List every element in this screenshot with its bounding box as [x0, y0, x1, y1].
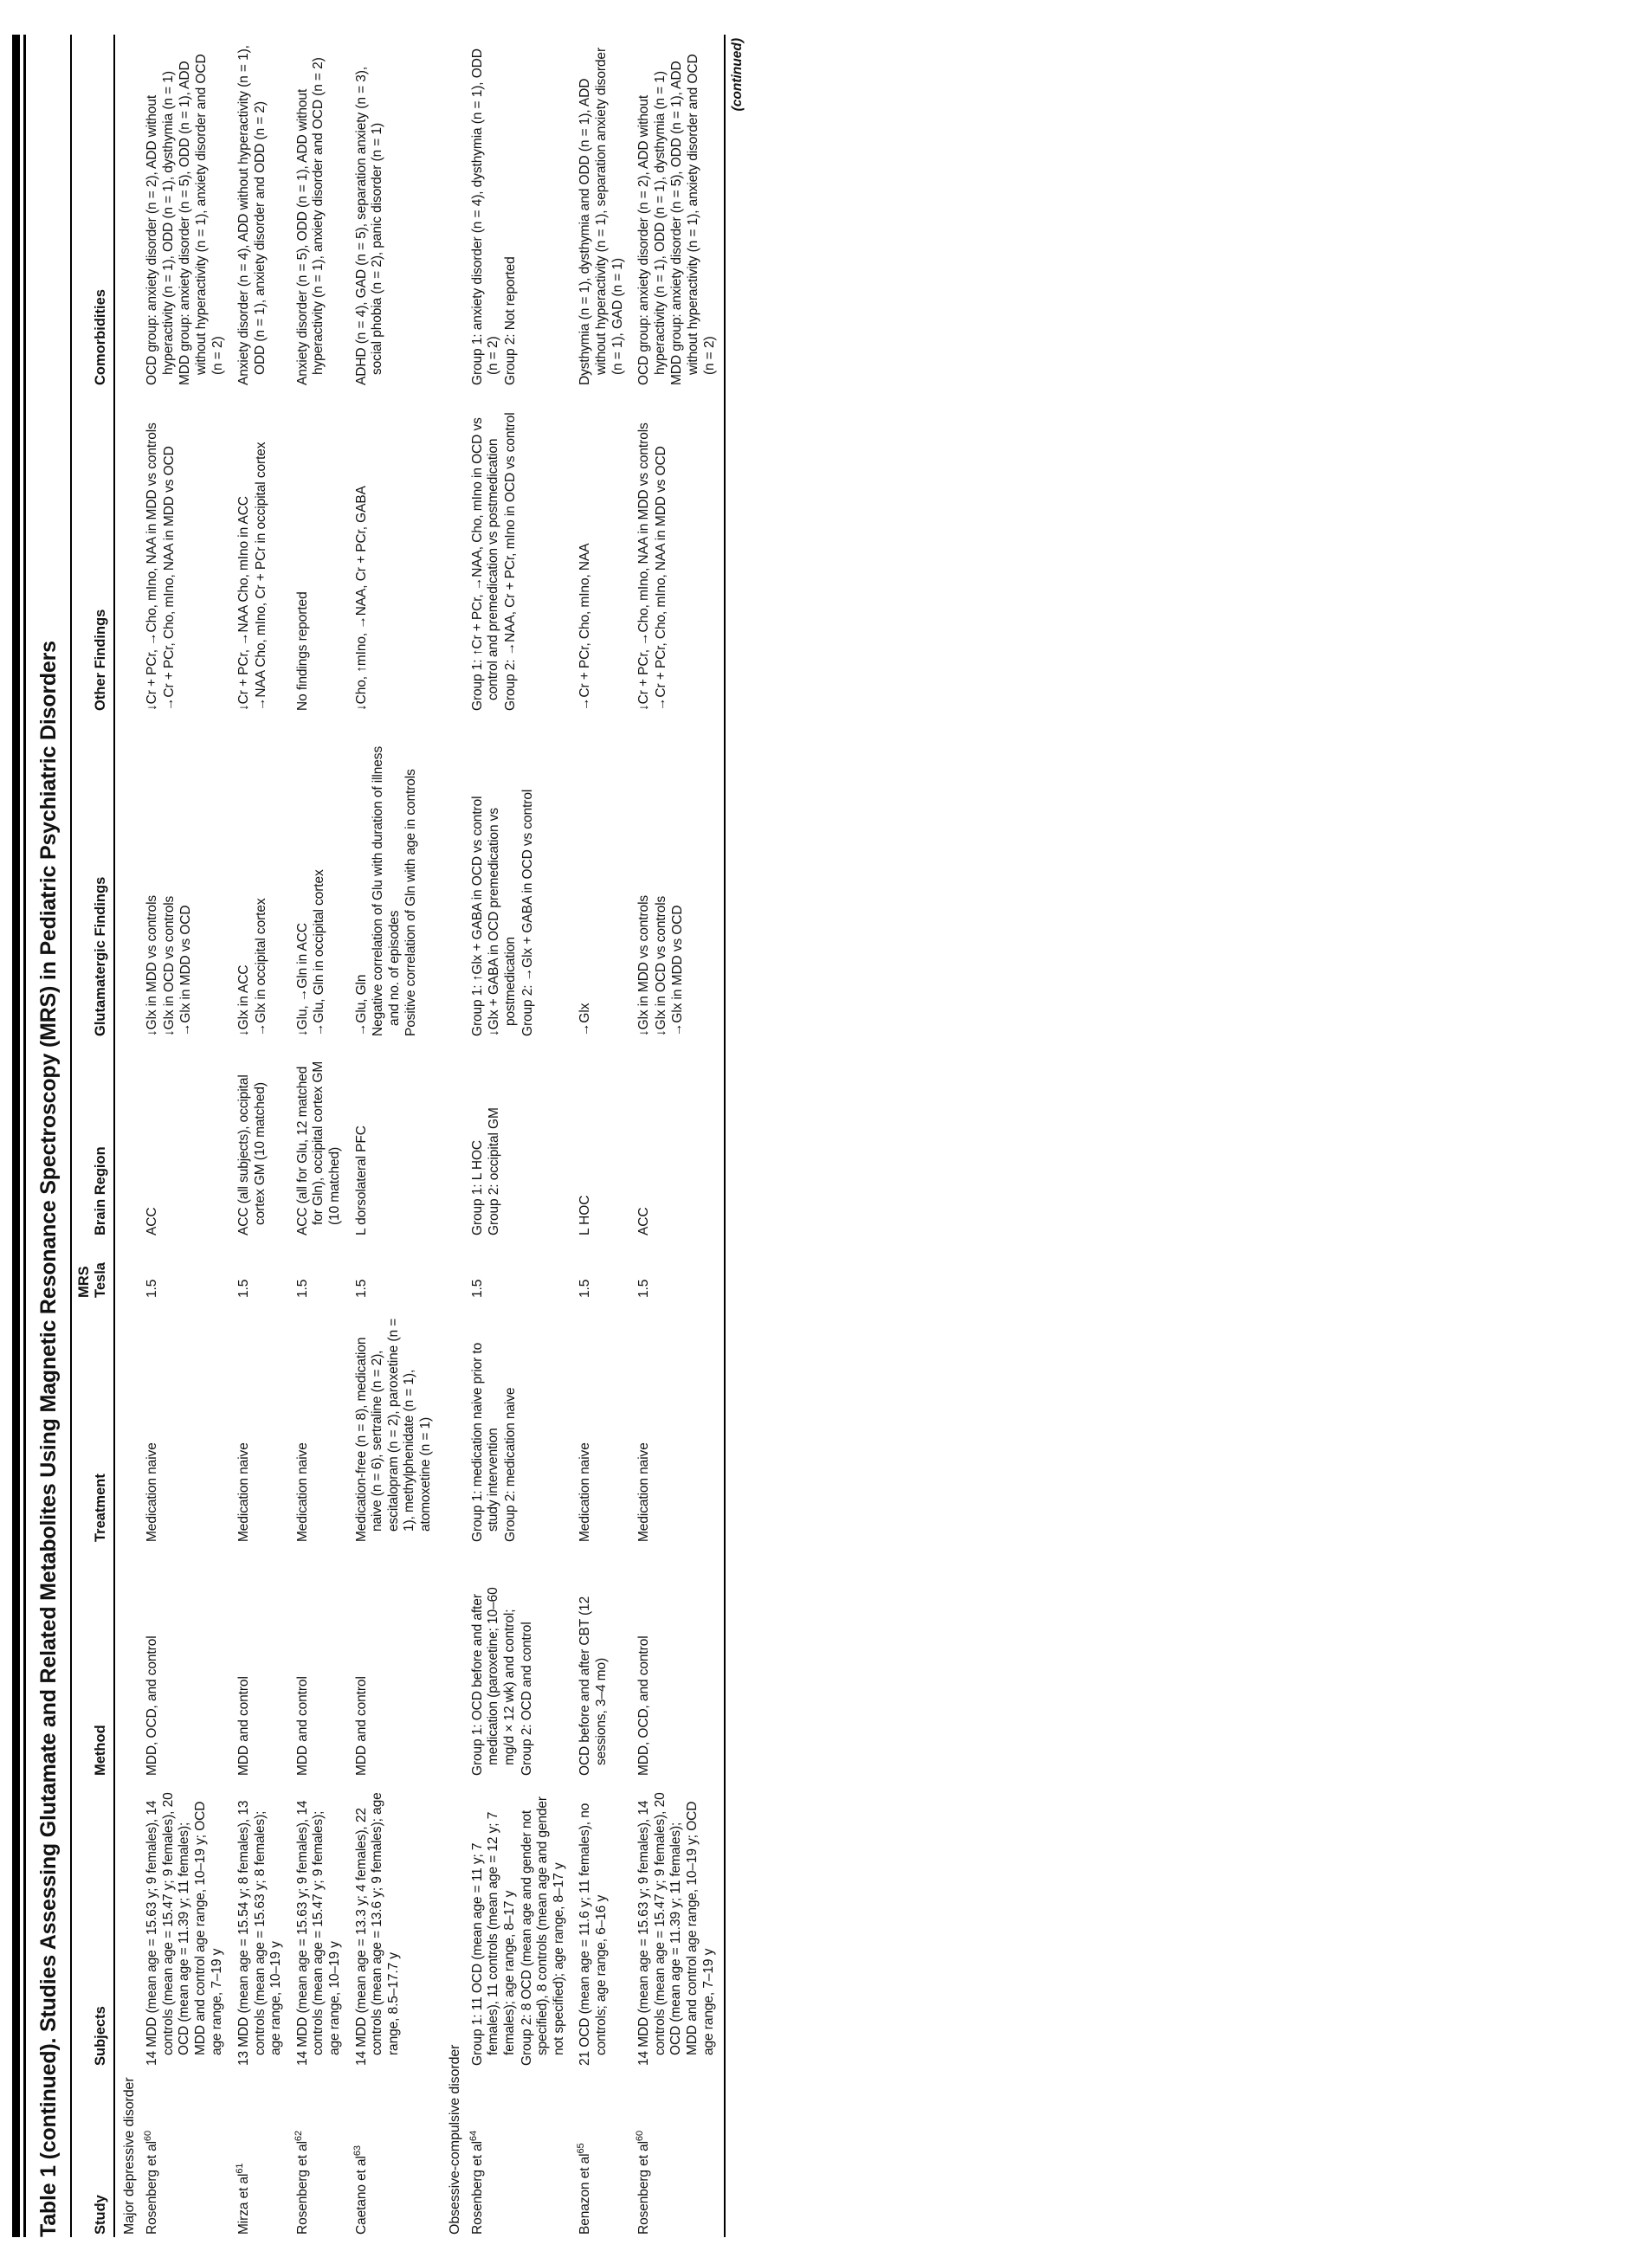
cell-subjects: [632, 1778, 725, 2068]
cell-paragraph: Group 1: ↑Glx + GABA in OCD vs control: [469, 796, 485, 1036]
cell-paragraph: 14 MDD (mean age = 15.63 y; 9 females), 14 controls (mean age = 15.47 y; 9 females), 20 OCD (mean age = 11.39 y; 11 females); MDD and control age range, 10–19 y; OCD age range, 7–19 y: [636, 1792, 716, 2066]
cell-study: [466, 2068, 574, 2237]
cell-paragraph: OCD group: anxiety disorder (n = 2), ADD without hyperactivity (n = 1), ODD (n = 1), dysthymia (n = 1): [636, 71, 668, 385]
cell-glutamatergic: [291, 713, 350, 1039]
col-header-mrs-line2: Tesla: [92, 1262, 108, 1298]
col-header-subjects: Subjects: [71, 1778, 114, 2068]
cell-paragraph: ↓Glx + GABA in OCD premedication vs postmedication: [487, 808, 518, 1036]
cell-paragraph: Group 2: occipital GM: [487, 1107, 502, 1235]
cell-study: [573, 2068, 632, 2237]
cell-glutamatergic: [140, 713, 232, 1039]
cell-comorbidities: [140, 35, 232, 388]
cell-treatment: [466, 1300, 574, 1545]
cell-paragraph: →Glx in occipital cortex: [253, 898, 268, 1036]
cell-other: [466, 388, 574, 713]
cell-region: [350, 1039, 441, 1238]
study-row: [466, 35, 574, 2237]
reference-superscript: 64: [468, 2131, 479, 2142]
cell-paragraph: 14 MDD (mean age = 15.63 y; 9 females), 14 controls (mean age = 15.47 y; 9 females), 20 OCD (mean age = 11.39 y; 11 females); MDD and control age range, 10–19 y; OCD age range, 7–19 y: [145, 1792, 224, 2066]
cell-treatment: [291, 1300, 350, 1545]
cell-tesla: [350, 1238, 441, 1300]
cell-comorbidities: [350, 35, 441, 388]
cell-paragraph: Group 2: OCD and control: [519, 1622, 534, 1776]
table-top-medium-rule: [23, 35, 26, 2237]
cell-glutamatergic: [232, 713, 291, 1039]
cell-paragraph: Medication naive: [578, 1442, 593, 1542]
cell-paragraph: L HOC: [578, 1195, 593, 1235]
cell-comorbidities: [232, 35, 291, 388]
cell-paragraph: Group 1: 11 OCD (mean age = 11 y; 7 females), 11 controls (mean age = 12 y; 7 females); age range, 8–17 y: [469, 1811, 517, 2066]
mrs-studies-table: [70, 35, 726, 2237]
cell-paragraph: ↓Glx in ACC: [236, 964, 252, 1036]
table-top-thick-rule: [12, 35, 20, 2237]
cell-paragraph: MDD group: anxiety disorder (n = 5), ODD (n = 1), ADD without hyperactivity (n = 1), anxiety disorder and OCD (n = 2): [669, 54, 717, 385]
col-header-mrs-tesla: [71, 1238, 114, 1300]
study-name: Rosenberg et al: [469, 2141, 485, 2235]
cell-paragraph: Anxiety disorder (n = 5), ODD (n = 1), ADD without hyperactivity (n = 1), anxiety disorder and OCD (n = 2): [294, 57, 326, 385]
cell-paragraph: Group 1: anxiety disorder (n = 4), dysthymia (n = 1), ODD (n = 2): [469, 48, 501, 385]
cell-paragraph: Medication naive: [636, 1442, 652, 1542]
cell-treatment: [140, 1300, 232, 1545]
study-name: Rosenberg et al: [294, 2141, 310, 2235]
cell-paragraph: ACC: [636, 1207, 652, 1235]
cell-paragraph: 1.5: [578, 1279, 593, 1298]
section-header-row: [441, 35, 466, 2237]
cell-paragraph: OCD group: anxiety disorder (n = 2), ADD without hyperactivity (n = 1), ODD (n = 1), dysthymia (n = 1): [145, 71, 176, 385]
study-row: [140, 35, 232, 2237]
cell-paragraph: L dorsolateral PFC: [353, 1126, 369, 1235]
cell-paragraph: 21 OCD (mean age = 11.6 y; 11 females), no controls; age range, 6–16 y: [578, 1803, 609, 2066]
cell-subjects: [573, 1778, 632, 2068]
cell-paragraph: ↓Glx in OCD vs controls: [161, 895, 177, 1036]
cell-paragraph: OCD before and after CBT (12 sessions, 3–4 mo): [578, 1596, 609, 1776]
reference-superscript: 63: [352, 2145, 363, 2157]
cell-paragraph: 1.5: [145, 1279, 160, 1298]
cell-paragraph: MDD and control: [236, 1676, 252, 1776]
cell-tesla: [573, 1238, 632, 1300]
cell-method: [291, 1545, 350, 1778]
cell-subjects: [350, 1778, 441, 2068]
cell-study: [350, 2068, 441, 2237]
cell-paragraph: MDD and control: [353, 1676, 369, 1776]
cell-paragraph: →Glu, Gln: [353, 974, 369, 1036]
cell-other: [632, 388, 725, 713]
cell-paragraph: →Glu, Gln in occipital cortex: [312, 869, 327, 1036]
cell-tesla: [291, 1238, 350, 1300]
cell-study: [291, 2068, 350, 2237]
cell-glutamatergic: [466, 713, 574, 1039]
study-name: Rosenberg et al: [145, 2141, 160, 2235]
reference-superscript: 60: [635, 2131, 645, 2142]
col-header-study: Study: [71, 2068, 114, 2237]
cell-paragraph: →Cr + PCr, Cho, mIno, NAA: [578, 543, 593, 711]
cell-study: [140, 2068, 232, 2237]
cell-other: [140, 388, 232, 713]
cell-paragraph: 14 MDD (mean age = 13.3 y; 4 females), 22 controls (mean age = 13.6 y; 9 females); age range, 8.5–17.7 y: [353, 1792, 401, 2066]
section-label: Major depressive disorder: [121, 2077, 137, 2235]
cell-paragraph: →Cr + PCr, Cho, mIno, NAA in MDD vs OCD: [161, 446, 177, 711]
study-name: Caetano et al: [353, 2156, 369, 2235]
section-label: Obsessive-compulsive disorder: [447, 2044, 462, 2235]
cell-tesla: [466, 1238, 574, 1300]
cell-paragraph: 13 MDD (mean age = 15.54 y; 8 females), 13 controls (mean age = 15.63 y; 8 females); age range, 10–19 y: [236, 1800, 284, 2066]
cell-paragraph: 1.5: [236, 1279, 252, 1298]
cell-paragraph: Group 2: →NAA, Cr + PCr, mIno in OCD vs control: [503, 412, 518, 711]
cell-paragraph: Medication naive: [145, 1442, 160, 1542]
cell-method: [632, 1545, 725, 1778]
cell-method: [573, 1545, 632, 1778]
cell-paragraph: 1.5: [353, 1279, 369, 1298]
cell-method: [466, 1545, 574, 1778]
study-row: [350, 35, 441, 2237]
cell-paragraph: ↓Cr + PCr, →NAA Cho, mIno in ACC: [236, 496, 252, 711]
cell-paragraph: MDD, OCD, and control: [145, 1635, 160, 1776]
cell-other: [232, 388, 291, 713]
cell-paragraph: MDD group: anxiety disorder (n = 5), ODD (n = 1), ADD without hyperactivity (n = 1), anxiety disorder and OCD (n = 2): [177, 54, 225, 385]
study-row: [573, 35, 632, 2237]
col-header-brain-region: Brain Region: [71, 1039, 114, 1238]
cell-paragraph: No findings reported: [294, 591, 310, 711]
cell-paragraph: Group 1: medication naive prior to study intervention: [469, 1342, 501, 1542]
table-header-row: [71, 35, 114, 2237]
cell-paragraph: Group 1: L HOC: [469, 1139, 485, 1235]
cell-paragraph: Medication naive: [236, 1442, 252, 1542]
cell-paragraph: Group 2: medication naive: [503, 1387, 518, 1542]
cell-method: [140, 1545, 232, 1778]
cell-paragraph: →Cr + PCr, Cho, mIno, NAA in MDD vs OCD: [653, 446, 668, 711]
cell-subjects: [140, 1778, 232, 2068]
cell-paragraph: ADHD (n = 4), GAD (n = 5), separation anxiety (n = 3), social phobia (n = 2), panic disorder (n = 1): [353, 66, 385, 385]
cell-paragraph: MDD and control: [294, 1676, 310, 1776]
col-header-mrs-line1: MRS: [76, 1266, 92, 1298]
cell-glutamatergic: [632, 713, 725, 1039]
cell-paragraph: ACC (all subjects), occipital cortex GM (10 matched): [236, 1074, 268, 1235]
cell-paragraph: 1.5: [469, 1279, 485, 1298]
study-name: Rosenberg et al: [636, 2141, 652, 2235]
cell-paragraph: Negative correlation of Glu with duration of illness and no. of episodes: [371, 745, 402, 1036]
cell-comorbidities: [632, 35, 725, 388]
cell-region: [573, 1039, 632, 1238]
reference-superscript: 62: [293, 2131, 304, 2142]
cell-tesla: [140, 1238, 232, 1300]
cell-region: [466, 1039, 574, 1238]
cell-treatment: [632, 1300, 725, 1545]
col-header-glutamatergic-findings: Glutamatergic Findings: [71, 713, 114, 1039]
cell-subjects: [291, 1778, 350, 2068]
cell-treatment: [350, 1300, 441, 1545]
cell-paragraph: 1.5: [636, 1279, 652, 1298]
table-title: Table 1 (continued). Studies Assessing Glutamate and Related Metabolites Using Magnetic Resonance Spectroscopy (MRS) in Pediatric Psychiatric Disorders: [36, 641, 61, 2237]
cell-subjects: [232, 1778, 291, 2068]
cell-paragraph: ↓Cho, ↑mIno, →NAA, Cr + PCr, GABA: [353, 486, 369, 711]
cell-glutamatergic: [573, 713, 632, 1039]
cell-paragraph: →NAA Cho, mIno, Cr + PCr in occipital cortex: [253, 442, 268, 711]
col-header-treatment: Treatment: [71, 1300, 114, 1545]
cell-treatment: [232, 1300, 291, 1545]
cell-paragraph: 1.5: [294, 1279, 310, 1298]
cell-tesla: [632, 1238, 725, 1300]
cell-paragraph: Positive correlation of Gln with age in controls: [403, 769, 419, 1036]
cell-study: [232, 2068, 291, 2237]
cell-paragraph: ↓Glx in OCD vs controls: [653, 895, 668, 1036]
cell-comorbidities: [573, 35, 632, 388]
cell-treatment: [573, 1300, 632, 1545]
cell-region: [291, 1039, 350, 1238]
cell-paragraph: →Glx in MDD vs OCD: [670, 905, 686, 1036]
col-header-method: Method: [71, 1545, 114, 1778]
cell-other: [291, 388, 350, 713]
study-name: Mirza et al: [236, 2173, 252, 2235]
cell-other: [573, 388, 632, 713]
cell-paragraph: ↓Glx in MDD vs controls: [636, 894, 652, 1036]
cell-paragraph: →Glx: [578, 1003, 593, 1036]
cell-paragraph: ↓Cr + PCr, →Cho, mIno, NAA in MDD vs controls: [636, 422, 652, 711]
cell-paragraph: Dysthymia (n = 1), dysthymia and ODD (n = 1), ADD without hyperactivity (n = 1), separation anxiety disorder (n = 1), GAD (n = 1): [578, 47, 625, 385]
cell-region: [140, 1039, 232, 1238]
continued-note: (continued): [730, 38, 745, 112]
study-row: [291, 35, 350, 2237]
reference-superscript: 61: [234, 2163, 245, 2174]
cell-tesla: [232, 1238, 291, 1300]
cell-paragraph: ↓Glx in MDD vs controls: [145, 894, 160, 1036]
cell-paragraph: ↓Cr + PCr, →Cho, mIno, NAA in MDD vs controls: [145, 422, 160, 711]
cell-study: [632, 2068, 725, 2237]
cell-paragraph: 14 MDD (mean age = 15.63 y; 9 females), 14 controls (mean age = 15.47 y; 9 females); age range, 10–19 y: [294, 1800, 343, 2066]
section-header-row: [114, 35, 140, 2237]
cell-region: [632, 1039, 725, 1238]
cell-paragraph: Group 2: →Glx + GABA in OCD vs control: [519, 789, 535, 1036]
cell-comorbidities: [466, 35, 574, 388]
reference-superscript: 60: [142, 2131, 153, 2142]
study-row: [232, 35, 291, 2237]
col-header-comorbidities: Comorbidities: [71, 35, 114, 388]
reference-superscript: 65: [576, 2143, 587, 2154]
cell-paragraph: Group 2: 8 OCD (mean age and gender not specified), 8 controls (mean age and gender not specified); age range, 8–17 y: [519, 1796, 566, 2066]
cell-paragraph: ACC (all for Glu, 12 matched for Gln), occipital cortex GM (10 matched): [294, 1061, 343, 1235]
cell-paragraph: Anxiety disorder (n = 4), ADD without hyperactivity (n = 1), ODD (n = 1), anxiety disorder and ODD (n = 2): [236, 45, 268, 385]
cell-paragraph: ACC: [145, 1207, 160, 1235]
cell-paragraph: →Glx in MDD vs OCD: [178, 905, 194, 1036]
cell-comorbidities: [291, 35, 350, 388]
cell-method: [350, 1545, 441, 1778]
cell-paragraph: Medication naive: [294, 1442, 310, 1542]
cell-paragraph: ↓Glu, →Gln in ACC: [294, 923, 310, 1036]
cell-paragraph: MDD, OCD, and control: [636, 1635, 652, 1776]
cell-method: [232, 1545, 291, 1778]
study-name: Benazon et al: [578, 2153, 593, 2235]
cell-region: [232, 1039, 291, 1238]
study-row: [632, 35, 725, 2237]
col-header-other-findings: Other Findings: [71, 388, 114, 713]
cell-paragraph: Group 1: ↑Cr + PCr, →NAA, Cho, mIno in OCD vs control and premedication vs postmedication: [469, 417, 501, 711]
cell-other: [350, 388, 441, 713]
cell-paragraph: Group 1: OCD before and after medication (paroxetine; 10–60 mg/d × 12 wk) and control;: [469, 1587, 517, 1776]
cell-subjects: [466, 1778, 574, 2068]
cell-paragraph: Medication-free (n = 8), medication naive (n = 6), sertraline (n = 2), escitalopram (n = 2), paroxetine (n = 1), methylphenidate (n = 1), atomoxetine (n = 1): [353, 1318, 434, 1542]
cell-glutamatergic: [350, 713, 441, 1039]
cell-paragraph: Group 2: Not reported: [503, 256, 518, 385]
